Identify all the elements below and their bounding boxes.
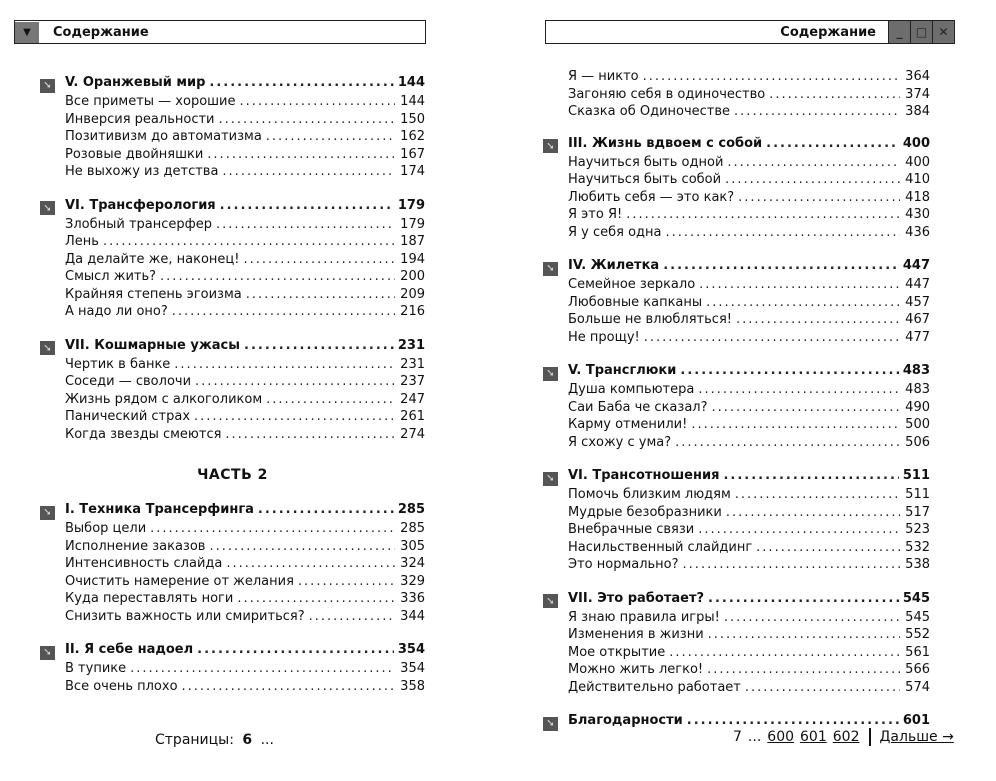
chapter-title: Благодарности (568, 713, 683, 728)
dot-leader (174, 356, 395, 374)
dot-leader (130, 660, 395, 678)
chapter-arrow-icon: ➘ (40, 341, 55, 355)
chapter-title: I. Техника Трансерфинга (65, 502, 254, 517)
chapter-title: VII. Кошмарные ужасы (65, 337, 240, 353)
page-number: 374 (905, 86, 930, 102)
page-number: 209 (400, 286, 425, 302)
toc-entry[interactable] (40, 93, 425, 111)
page-number: 483 (902, 363, 930, 378)
page-number: 144 (397, 75, 425, 90)
entry-title: Карму отменили! (568, 417, 688, 432)
entry-title: Любить себя — это как? (568, 189, 735, 205)
page-link-602[interactable]: 602 (832, 729, 860, 745)
dot-leader (769, 86, 900, 104)
page-number: 477 (905, 329, 930, 345)
page-number: 511 (905, 487, 930, 502)
toc-chapter[interactable] (543, 255, 930, 276)
entry-title: Лень (65, 234, 99, 249)
toc-entry[interactable] (543, 521, 930, 539)
dot-leader (707, 661, 900, 679)
chapter-arrow-icon: ➘ (543, 717, 558, 731)
right-footer (733, 728, 960, 746)
entry-title: Инверсия реальности (65, 111, 215, 127)
dot-leader (194, 408, 395, 426)
toc-entry[interactable] (40, 408, 425, 426)
dot-leader (197, 639, 394, 660)
dot-leader (726, 504, 900, 522)
toc-chapter[interactable] (40, 499, 425, 520)
page-number: 364 (905, 69, 930, 84)
current-page: 6 (242, 732, 253, 748)
toc-section (40, 72, 425, 181)
dot-leader (172, 303, 395, 321)
toc-section (40, 335, 425, 444)
entry-title: Научиться быть собой (568, 172, 722, 187)
page-number: 447 (905, 277, 930, 292)
toc-entry[interactable] (40, 163, 425, 181)
left-toc (40, 72, 425, 709)
chapter-arrow-icon: ➘ (543, 472, 558, 486)
dot-leader (669, 644, 900, 662)
toc-entry[interactable] (40, 590, 425, 608)
pages-label: Страницы: (155, 732, 234, 748)
toc-entry[interactable] (40, 356, 425, 374)
page-number: 231 (400, 356, 425, 372)
entry-title: Снизить важность или смириться? (65, 608, 305, 624)
left-title-bar (14, 20, 426, 44)
dot-leader (727, 154, 900, 172)
page-number: 447 (902, 258, 930, 273)
dot-leader (220, 195, 394, 216)
entry-title: Очистить намерение от желания (65, 573, 294, 589)
entry-title: Да делайте же, наконец! (65, 251, 240, 267)
page-number: 150 (400, 111, 425, 127)
toc-entry[interactable] (543, 294, 930, 312)
right-title: Содержание (780, 24, 876, 40)
entry-title: Выбор цели (65, 521, 147, 536)
toc-entry[interactable] (543, 381, 930, 399)
entry-title: Крайняя степень эгоизма (65, 286, 242, 302)
dot-leader (240, 93, 396, 111)
entry-title: Помочь близким людям (568, 487, 731, 502)
toc-entry[interactable] (543, 206, 930, 224)
dot-leader (724, 609, 900, 627)
entry-title: Не прощу! (568, 329, 640, 345)
toc-chapter[interactable] (40, 639, 425, 660)
page-number: 511 (902, 468, 930, 483)
toc-entry[interactable] (543, 504, 930, 522)
dot-leader (643, 68, 900, 86)
page-number: 285 (397, 502, 425, 517)
chapter-arrow-icon: ➘ (543, 367, 558, 381)
toc-entry[interactable] (543, 68, 930, 86)
left-title: Содержание (53, 24, 149, 40)
entry-title: Насильственный слайдинг (568, 539, 753, 555)
dot-leader (209, 72, 393, 93)
page-number: 523 (905, 522, 930, 537)
dot-leader (698, 521, 900, 539)
toc-chapter[interactable] (40, 195, 425, 216)
toc-entry[interactable] (543, 329, 930, 347)
toc-entry[interactable] (40, 391, 425, 409)
page-number: 200 (400, 269, 425, 284)
entry-title: А надо ли оно? (65, 304, 168, 319)
toc-entry[interactable] (40, 268, 425, 286)
page-number: 410 (905, 172, 930, 187)
toc-chapter[interactable] (543, 133, 930, 154)
page-number: 483 (905, 382, 930, 397)
dot-leader (225, 426, 395, 444)
toc-section (40, 639, 425, 695)
page-number: 167 (400, 146, 425, 162)
toc-entry[interactable] (40, 146, 425, 164)
entry-title: Все приметы — хорошие (65, 94, 236, 109)
dot-leader (680, 360, 898, 381)
toc-entry[interactable] (543, 86, 930, 104)
toc-entry[interactable] (40, 111, 425, 129)
dot-leader (712, 399, 901, 417)
dot-leader (691, 416, 900, 434)
page-number: 418 (905, 189, 930, 205)
pages-ellipsis[interactable]: ... (260, 732, 274, 748)
dot-leader (663, 255, 899, 276)
chapter-title: V. Трансглюки (568, 363, 677, 378)
dot-leader (745, 679, 900, 697)
page-number: 305 (400, 538, 425, 554)
chapter-title: VII. Это работает? (568, 590, 705, 606)
toc-entry[interactable] (40, 573, 425, 591)
toc-entry[interactable] (543, 556, 930, 574)
page-number: 329 (400, 573, 425, 589)
toc-entry[interactable] (40, 233, 425, 251)
entry-title: Я — никто (568, 69, 639, 84)
dot-leader (244, 335, 394, 356)
entry-title: Жизнь рядом с алкоголиком (65, 391, 263, 407)
dot-leader (644, 329, 900, 347)
page-number: 237 (400, 374, 425, 389)
chapter-title: IV. Жилетка (568, 258, 660, 273)
toc-entry[interactable] (543, 434, 930, 452)
toc-chapter[interactable] (543, 465, 930, 486)
dot-leader (666, 224, 900, 242)
dot-leader (309, 608, 395, 626)
toc-entry[interactable] (40, 251, 425, 269)
entry-title: Куда переставлять ноги (65, 591, 234, 606)
chapter-title: VI. Трансотношения (568, 468, 720, 483)
dot-leader (160, 268, 395, 286)
page-number: 274 (400, 426, 425, 442)
toc-entry[interactable] (40, 538, 425, 556)
toc-section (543, 133, 930, 242)
entry-title: Сказка об Одиночестве (568, 104, 731, 119)
toc-entry[interactable] (40, 660, 425, 678)
toc-chapter[interactable] (40, 335, 425, 356)
entry-title: Я это Я! (568, 207, 623, 222)
dot-leader (209, 538, 395, 556)
toc-chapter[interactable] (543, 360, 930, 381)
dot-leader (219, 111, 396, 129)
entry-title: Можно жить легко! (568, 662, 704, 677)
toc-entry[interactable] (543, 189, 930, 207)
toc-entry[interactable] (543, 679, 930, 697)
entry-title: Семейное зеркало (568, 277, 696, 292)
entry-title: Исполнение заказов (65, 538, 206, 554)
dot-leader (150, 520, 395, 538)
toc-entry[interactable] (40, 608, 425, 626)
page-number: 231 (397, 337, 425, 353)
entry-title: Когда звезды смеются (65, 426, 222, 442)
toc-entry[interactable] (543, 661, 930, 679)
entry-title: Я схожу с ума? (568, 434, 672, 450)
toc-entry[interactable] (40, 373, 425, 391)
dot-leader (735, 486, 900, 504)
page-number: 336 (400, 591, 425, 606)
page-number: 400 (902, 135, 930, 151)
dot-leader (226, 555, 395, 573)
part-heading: ЧАСТЬ 2 (197, 467, 268, 483)
toc-entry[interactable] (40, 303, 425, 321)
entry-title: Розовые двойняшки (65, 146, 204, 162)
page-number: 179 (400, 216, 425, 232)
dot-leader (207, 146, 395, 164)
page-number: 358 (400, 678, 425, 694)
chapter-arrow-icon: ➘ (543, 139, 558, 153)
dot-leader (222, 163, 395, 181)
page-number: 561 (905, 644, 930, 660)
menu-down-icon[interactable]: ▼ (15, 22, 39, 43)
toc-entry[interactable] (40, 555, 425, 573)
minimize-icon[interactable]: _ (888, 21, 910, 43)
page-number: 324 (400, 556, 425, 571)
right-title-bar (545, 20, 955, 44)
chapter-arrow-icon: ➘ (40, 79, 55, 93)
right-page (498, 0, 996, 781)
footer-separator (869, 728, 871, 746)
page-number: 354 (400, 661, 425, 676)
dot-leader (626, 206, 900, 224)
pages-ellipsis-right[interactable]: ... (747, 729, 762, 745)
dot-leader (182, 678, 395, 696)
dot-leader (258, 499, 394, 520)
toc-entry[interactable] (543, 626, 930, 644)
dot-leader (706, 294, 900, 312)
entry-title: Мое открытие (568, 644, 666, 660)
next-link[interactable]: Дальше → (879, 729, 954, 745)
toc-entry[interactable] (543, 416, 930, 434)
toc-entry[interactable] (543, 224, 930, 242)
chapter-arrow-icon: ➘ (40, 201, 55, 215)
chapter-title: III. Жизнь вдвоем с собой (568, 135, 763, 151)
page-number: 457 (905, 294, 930, 310)
dot-leader (683, 556, 900, 574)
dot-leader (708, 588, 899, 609)
entry-title: Чертик в банке (65, 356, 171, 372)
page-link-600[interactable]: 600 (767, 729, 795, 745)
toc-section (543, 465, 930, 574)
page-number: 490 (905, 399, 930, 415)
page-number: 506 (905, 434, 930, 450)
toc-entry[interactable] (543, 609, 930, 627)
chapter-title: II. Я себе надоел (65, 642, 194, 657)
page-number: 174 (400, 164, 425, 179)
dot-leader (756, 539, 900, 557)
toc-entry[interactable] (40, 520, 425, 538)
toc-entry[interactable] (543, 103, 930, 121)
entry-title: Любовные капканы (568, 294, 703, 310)
entry-title: Не выхожу из детства (65, 164, 219, 179)
entry-title: Больше не влюбляться! (568, 312, 732, 327)
dot-leader (237, 590, 395, 608)
toc-section (40, 499, 425, 625)
page-number: 601 (902, 713, 930, 728)
entry-title: Изменения в жизни (568, 627, 704, 642)
page-number: 187 (400, 234, 425, 249)
toc-section (543, 588, 930, 697)
toc-entry[interactable] (40, 128, 425, 146)
page-number: 216 (400, 304, 425, 319)
entry-title: Интенсивность слайда (65, 556, 223, 571)
toc-section (543, 68, 930, 121)
toc-entry[interactable] (543, 486, 930, 504)
page-number: 261 (400, 409, 425, 424)
page-number: 344 (400, 608, 425, 624)
page-number: 430 (905, 207, 930, 222)
entry-title: Саи Баба че сказал? (568, 399, 708, 415)
dot-leader (243, 251, 395, 269)
entry-title: Действительно работает (568, 679, 741, 695)
toc-entry[interactable] (543, 399, 930, 417)
page-number: 162 (400, 129, 425, 144)
toc-entry[interactable] (543, 539, 930, 557)
dot-leader (708, 626, 900, 644)
dot-leader (103, 233, 395, 251)
toc-entry[interactable] (40, 678, 425, 696)
entry-title: Научиться быть одной (568, 154, 724, 170)
page-number: 285 (400, 521, 425, 536)
page-number: 144 (400, 94, 425, 109)
toc-section (543, 255, 930, 346)
toc-chapter[interactable] (543, 588, 930, 609)
entry-title: Мудрые безобразники (568, 504, 722, 520)
dot-leader (246, 286, 395, 304)
page-number: 194 (400, 251, 425, 267)
close-icon[interactable]: ✕ (932, 21, 954, 43)
dot-leader (734, 103, 900, 121)
page-number: 436 (905, 224, 930, 240)
left-footer (155, 732, 274, 748)
toc-entry[interactable] (543, 311, 930, 329)
chapter-arrow-icon: ➘ (40, 646, 55, 660)
dot-leader (195, 373, 395, 391)
dot-leader (698, 381, 900, 399)
chapter-arrow-icon: ➘ (543, 262, 558, 276)
dot-leader (738, 189, 900, 207)
page-number: 545 (905, 609, 930, 625)
entry-title: Панический страх (65, 409, 191, 424)
page-number: 400 (905, 154, 930, 170)
chapter-title: VI. Трансферология (65, 197, 216, 213)
dot-leader (766, 133, 899, 154)
toc-entry[interactable] (543, 154, 930, 172)
dot-leader (699, 276, 900, 294)
chapter-title: V. Оранжевый мир (65, 75, 206, 90)
page-number: 552 (905, 627, 930, 642)
page-link-601[interactable]: 601 (800, 729, 827, 745)
toc-entry[interactable] (543, 276, 930, 294)
entry-title: Злобный трансерфер (65, 216, 213, 232)
toc-section (40, 195, 425, 321)
page-number: 566 (905, 662, 930, 677)
entry-title: Соседи — сволочи (65, 374, 192, 389)
dot-leader (675, 434, 900, 452)
dot-leader (736, 311, 900, 329)
page-number: 517 (905, 504, 930, 520)
dot-leader (298, 573, 395, 591)
right-toc (543, 68, 930, 745)
entry-title: Это нормально? (568, 557, 679, 572)
toc-entry[interactable] (543, 644, 930, 662)
entry-title: Загоняю себя в одиночество (568, 86, 766, 102)
dot-leader (266, 128, 395, 146)
dot-leader (266, 391, 395, 409)
chapter-arrow-icon: ➘ (543, 594, 558, 608)
page-number: 545 (902, 590, 930, 606)
chapter-arrow-icon: ➘ (40, 506, 55, 520)
entry-title: Я у себя одна (568, 224, 662, 240)
page-number: 354 (397, 642, 425, 657)
page-number: 179 (397, 197, 425, 213)
entry-title: Позитивизм до автоматизма (65, 129, 262, 144)
dot-leader (725, 171, 900, 189)
page-number: 384 (905, 104, 930, 119)
page-number: 247 (400, 391, 425, 407)
toc-entry[interactable] (40, 426, 425, 444)
entry-title: Внебрачные связи (568, 522, 695, 537)
page-number: 538 (905, 557, 930, 572)
dot-leader (216, 216, 395, 234)
entry-title: Все очень плохо (65, 678, 178, 694)
entry-title: В тупике (65, 661, 127, 676)
toc-entry[interactable] (543, 171, 930, 189)
toc-chapter[interactable] (40, 72, 425, 93)
entry-title: Я знаю правила игры! (568, 609, 720, 625)
page-number: 467 (905, 312, 930, 327)
maximize-icon[interactable]: □ (910, 21, 932, 43)
toc-entry[interactable] (40, 286, 425, 304)
page-number: 532 (905, 539, 930, 555)
page-number: 574 (905, 679, 930, 695)
entry-title: Смысл жить? (65, 269, 157, 284)
dot-leader (723, 465, 898, 486)
page-number: 500 (905, 417, 930, 432)
toc-entry[interactable] (40, 216, 425, 234)
entry-title: Душа компьютера (568, 382, 695, 397)
current-page-right: 7 (733, 729, 742, 745)
toc-section (543, 360, 930, 451)
